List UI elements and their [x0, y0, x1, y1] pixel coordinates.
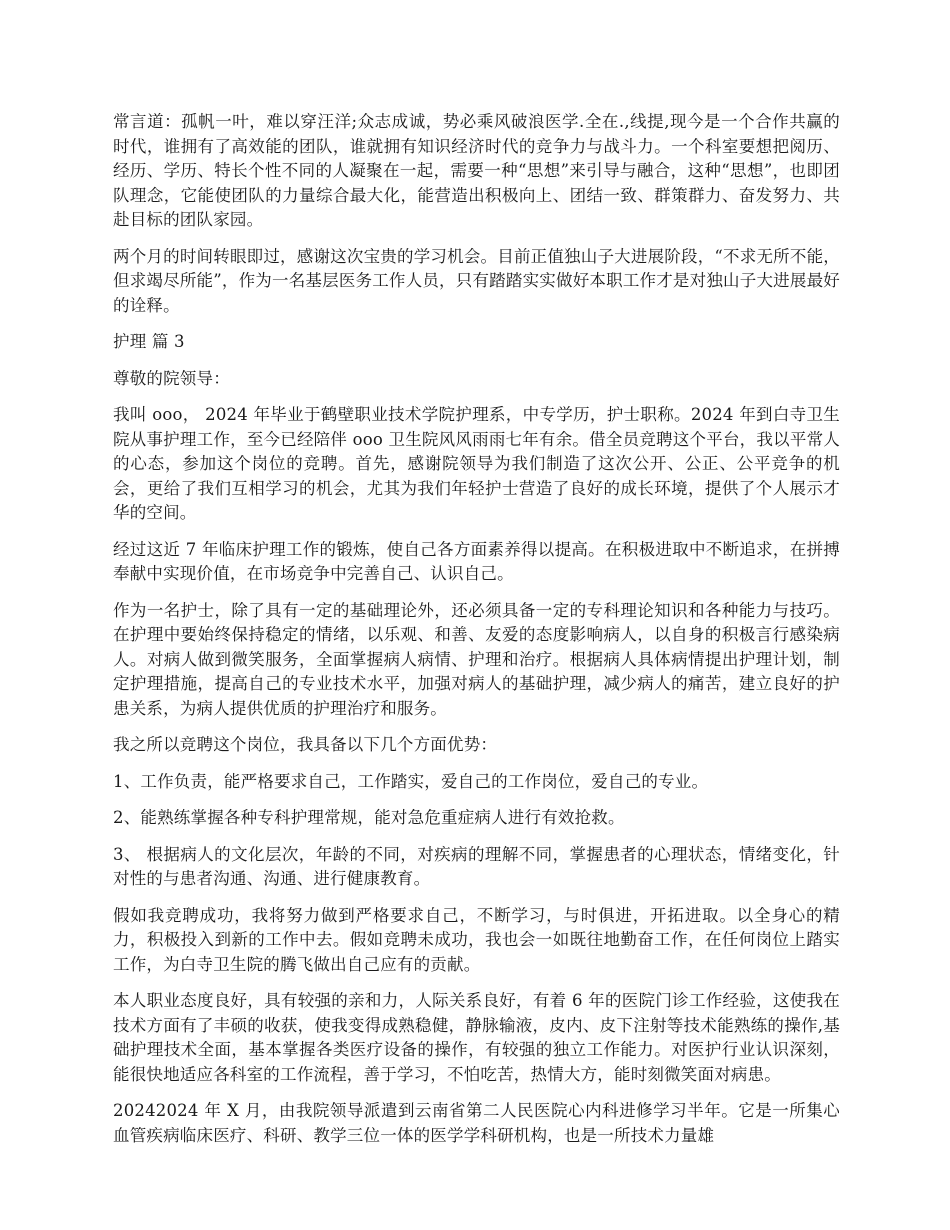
paragraph-gratitude: 两个月的时间转眼即过，感谢这次宝贵的学习机会。目前正值独山子大进展阶段，“不求无所不能，但求竭尽所能”，作为一名基层医务工作人员，只有踏踏实实做好本职工作才是对独山子大进展最好的诠释。	[113, 246, 840, 315]
paragraph-self-assessment: 本人职业态度良好，具有较强的亲和力，人际关系良好，有着 6 年的医院门诊工作经验，这使我在技术方面有了丰硕的收获，使我变得成熟稳健，静脉输液，皮内、皮下注射等技术能熟练的操作,基础护理技术全面，基本掌握各类医疗设备的操作，有较强的独立工作能力。对医护行业认识深刻，能很快地适应各科室的工作流程，善于学习，不怕吃苦，热情大方，能时刻微笑面对病患。	[113, 991, 840, 1084]
section-heading: 护理 篇 3	[113, 332, 185, 351]
paragraph-advantages-intro: 我之所以竞聘这个岗位，我具备以下几个方面优势：	[113, 735, 498, 754]
paragraph-commitment: 假如我竞聘成功，我将努力做到严格要求自己，不断学习，与时俱进，开拓进取。以全身心的精力，积极投入到新的工作中去。假如竞聘未成功，我也会一如既往地勤奋工作，在任何岗位上踏实工作，为白寺卫生院的腾飞做出自己应有的贡献。	[113, 905, 840, 974]
list-item-3: 3、 根据病人的文化层次，年龄的不同，对疾病的理解不同，掌握患者的心理状态，情绪变化，针对性的与患者沟通、沟通、进行健康教育。	[113, 844, 840, 888]
paragraph-team-spirit: 常言道：孤帆一叶，难以穿汪洋;众志成诚，势必乘风破浪医学.全在.,线提,现今是一个合作共赢的时代，谁拥有了高效能的团队，谁就拥有知识经济时代的竞争力与战斗力。一个科室要想把阅历、经历、学历、特长个性不同的人凝聚在一起，需要一种“思想”来引导与融合，这种“思想”，也即团队理念，它能使团队的力量综合最大化，能营造出积极向上、团结一致、群策群力、奋发努力、共赴目标的团队家园。	[113, 112, 840, 229]
paragraph-nurse-duties: 作为一名护士，除了具有一定的基础理论外，还必须具备一定的专科理论知识和各种能力与技巧。在护理中要始终保持稳定的情绪，以乐观、和善、友爱的态度影响病人，以自身的积极言行感染病人。对病人做到微笑服务，全面掌握病人病情、护理和治疗。根据病人具体病情提出护理计划，制定护理措施，提高自己的专业技术水平，加强对病人的基础护理，减少病人的痛苦，建立良好的护患关系，为病人提供优质的护理治疗和服务。	[113, 600, 840, 718]
paragraph-experience: 经过这近 7 年临床护理工作的锻炼，使自己各方面素养得以提高。在积极进取中不断追求，在拼搏奉献中实现价值，在市场竞争中完善自己、认识自己。	[113, 539, 840, 583]
paragraph-introduction: 我叫 ooo， 2024 年毕业于鹤壁职业技术学院护理系，中专学历，护士职称。2024 年到白寺卫生院从事护理工作，至今已经陪伴 ooo 卫生院风风雨雨七年有余。借全员竞聘这个平台，我以平常人的心态，参加这个岗位的竞聘。首先，感谢院领导为我们制造了这次公开、公正、公平竞争的机会，更给了我们互相学习的机会，尤其为我们年轻护士营造了良好的成长环境，提供了个人展示才华的空间。	[113, 405, 840, 522]
salutation: 尊敬的院领导：	[113, 368, 230, 388]
list-item-1: 1、工作负责，能严格要求自己，工作踏实，爱自己的工作岗位，爱自己的专业。	[113, 771, 709, 791]
list-item-2: 2、能熟练掌握各种专科护理常规，能对急危重症病人进行有效抢救。	[113, 808, 625, 827]
document-body	[113, 110, 840, 1160]
paragraph-training: 20242024 年 X 月，由我院领导派遣到云南省第二人民医院心内科进修学习半年。它是一所集心血管疾病临床医疗、科研、教学三位一体的医学学科研机构，也是一所技术力量雄	[113, 1101, 840, 1145]
